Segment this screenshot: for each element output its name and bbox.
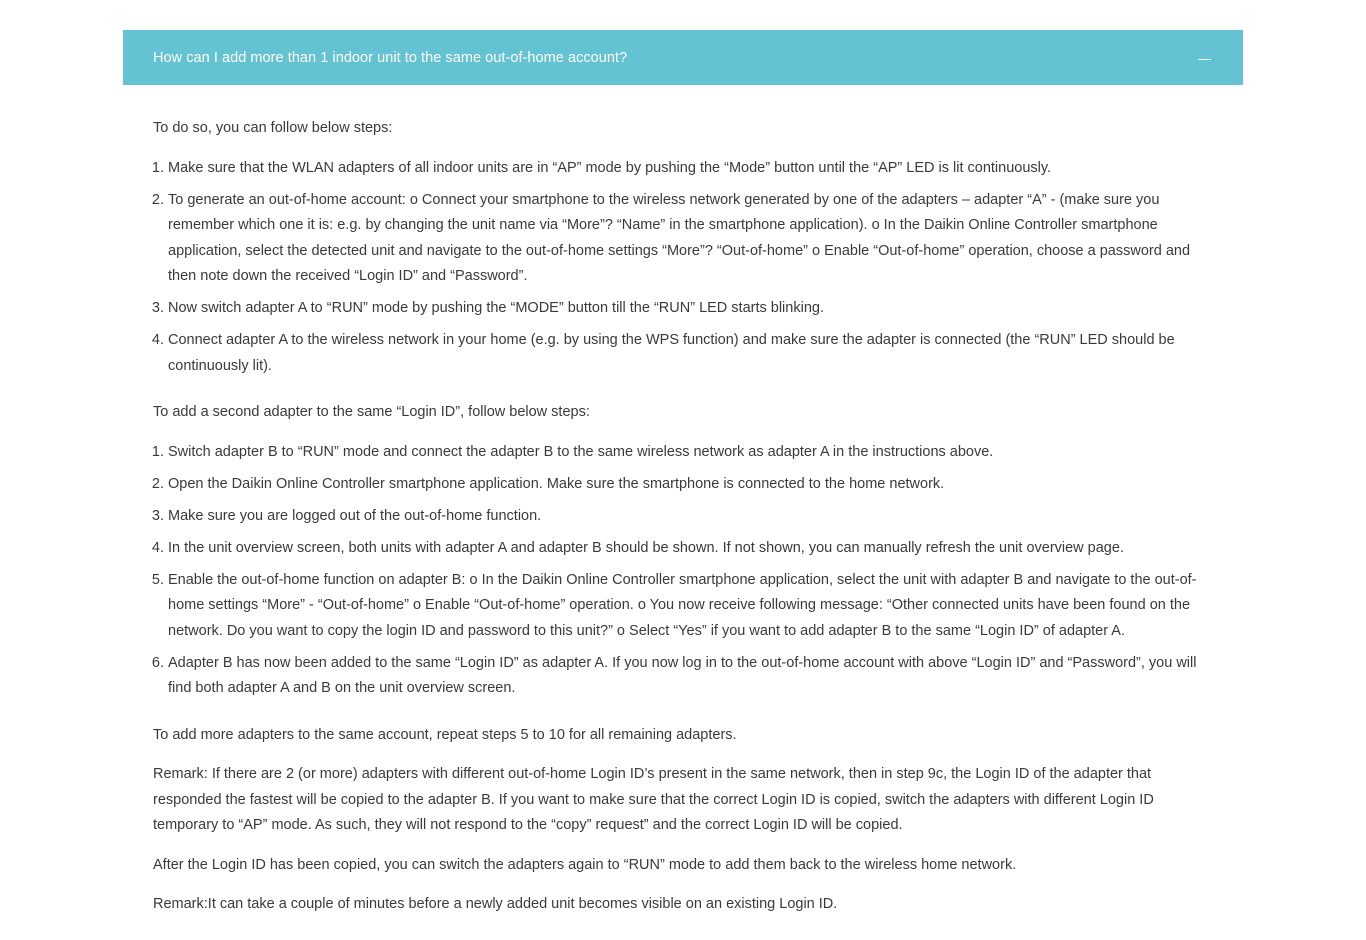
faq-answer	[123, 85, 1243, 918]
list-item: 2. To generate an out-of-home account: o Connect your smartphone to the wireless network generated by one of the adapters – adapter “A” - (make sure you remember which one it is: e.g. by changing the unit name via “More”? “Name” in the smartphone application). o In the Daikin Online Controller smartphone application, select the detected unit and navigate to the out-of-home settings “More”? “Out-of-home” o Enable “Out-of-home” operation, choose a password and then note down the received “Login ID” and “Password”.	[168, 188, 1213, 290]
after-copy-text: After the Login ID has been copied, you can switch the adapters again to “RUN” mode to add them back to the wireless home network.	[153, 856, 1017, 873]
list-item: 6. Adapter B has now been added to the same “Login ID” as adapter A. If you now log in to the out-of-home account with above “Login ID” and “Password”, you will find both adapter A and B on the unit overview screen.	[168, 651, 1213, 702]
list-item: 5. Enable the out-of-home function on adapter B: o In the Daikin Online Controller smartphone application, select the unit with adapter B and navigate to the out-of-home settings “More” - “Out-of-home” o Enable “Out-of-home” operation. o You now receive following message: “Other connected units have been found on the network. Do you want to copy the login ID and password to this unit?” o Select “Yes” if you want to add adapter B to the same “Login ID” of adapter A.	[168, 568, 1213, 645]
remark-text-2: Remark:It can take a couple of minutes before a newly added unit becomes visible on an existing Login ID.	[153, 896, 838, 912]
remark-text: Remark: If there are 2 (or more) adapters with different out-of-home Login ID’s present in the same network, then in step 9c, the Login ID of the adapter that responded the fastest will be copied to the adapter B. If you want to make sure that the correct Login ID is copied, switch the adapters with different Login ID temporary to “AP” mode. As such, they will not respond to the “copy” request” and the correct Login ID will be copied.	[153, 766, 1154, 833]
more-adapters-text: To add more adapters to the same account, repeat steps 5 to 10 for all remaining adapters.	[153, 726, 737, 743]
second-adapter-intro: To add a second adapter to the same “Login ID”, follow below steps:	[153, 404, 590, 420]
minus-icon[interactable]	[1198, 59, 1211, 60]
list-item: 4. In the unit overview screen, both units with adapter A and adapter B should be shown. If not shown, you can manually refresh the unit overview page.	[168, 536, 1213, 562]
list-item: 3. Now switch adapter A to “RUN” mode by pushing the “MODE” button till the “RUN” LED starts blinking.	[168, 296, 1213, 322]
faq-question-header[interactable]	[123, 30, 1243, 85]
list-item: 2. Open the Daikin Online Controller smartphone application. Make sure the smartphone is connected to the home network.	[168, 472, 1213, 498]
list-item: 3. Make sure you are logged out of the out-of-home function.	[168, 504, 1213, 530]
faq-question-title[interactable]: How can I add more than 1 indoor unit to the same out-of-home account?	[153, 49, 628, 66]
list-item: 1. Make sure that the WLAN adapters of all indoor units are in “AP” mode by pushing the “Mode” button until the “AP” LED is lit continuously.	[168, 156, 1213, 182]
second-adapter-steps-list	[153, 440, 1213, 702]
account-steps-list	[153, 156, 1213, 380]
intro-text: To do so, you can follow below steps:	[153, 120, 393, 136]
faq-accordion	[123, 30, 1243, 932]
list-item: 1. Switch adapter B to “RUN” mode and connect the adapter B to the same wireless network as adapter A in the instructions above.	[168, 440, 1213, 466]
list-item: 4. Connect adapter A to the wireless network in your home (e.g. by using the WPS function) and make sure the adapter is connected (the “RUN” LED should be continuously lit).	[168, 328, 1213, 379]
